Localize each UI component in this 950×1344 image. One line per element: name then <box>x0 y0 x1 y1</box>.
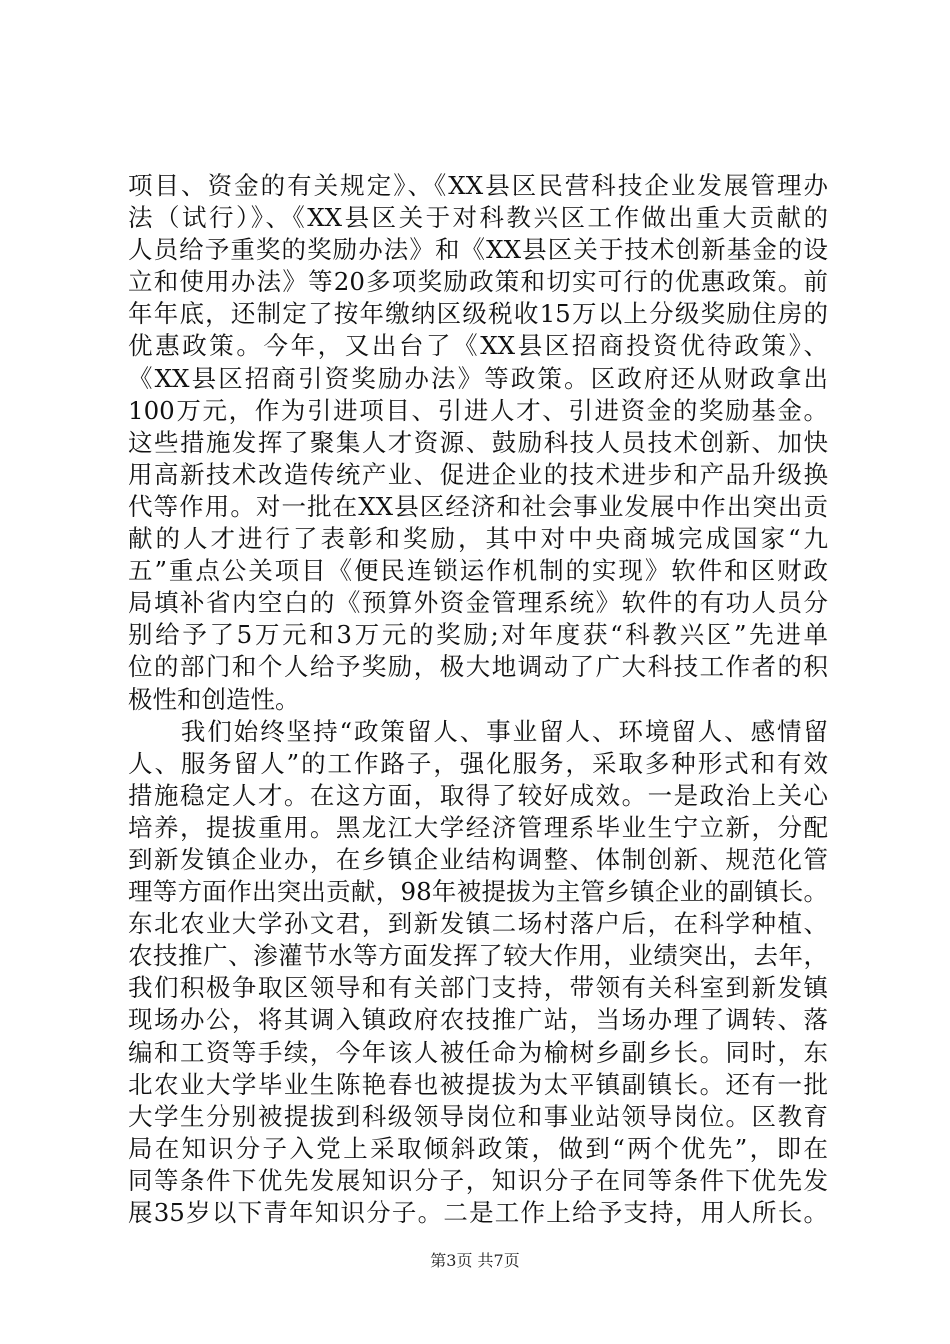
text-line: 措施稳定人才。在这方面，取得了较好成效。一是政治上关心 <box>128 780 828 810</box>
text-line: 同等条件下优先发展知识分子，知识分子在同等条件下优先发 <box>128 1165 828 1195</box>
text-line: 项目、资金的有关规定》、《XX县区民营科技企业发展管理办 <box>128 171 828 200</box>
text-line: 展35岁以下青年知识分子。二是工作上给予支持，用人所长。 <box>128 1198 828 1227</box>
page-footer <box>0 1248 950 1271</box>
text-line: 别给予了5万元和3万元的奖励;对年度获“科教兴区”先进单 <box>128 620 828 650</box>
text-line: 编和工资等手续，今年该人被任命为榆树乡副乡长。同时，东 <box>128 1037 828 1067</box>
text-line: 极性和创造性。 <box>128 684 300 714</box>
page-number-label: 第3页 共7页 <box>430 1251 520 1270</box>
text-line: 人员给予重奖的奖励办法》和《XX县区关于技术创新基金的设 <box>128 235 828 265</box>
text-line: 东北农业大学孙文君，到新发镇二场村落户后，在科学种植、 <box>128 909 828 939</box>
text-line: 《XX县区招商引资奖励办法》等政策。区政府还从财政拿出 <box>128 363 828 393</box>
text-line: 献的人才进行了表彰和奖励，其中对中央商城完成国家“九 <box>128 524 828 554</box>
text-line: 我们始终坚持“政策留人、事业留人、环境留人、感情留 <box>128 716 828 746</box>
document-body <box>128 170 828 1229</box>
text-line: 五”重点公关项目《便民连锁运作机制的实现》软件和区财政 <box>128 556 828 586</box>
text-line: 农技推广、渗灌节水等方面发挥了较大作用，业绩突出，去年， <box>128 941 828 971</box>
text-line: 大学生分别被提拔到科级领导岗位和事业站领导岗位。区教育 <box>128 1101 828 1131</box>
text-line: 用高新技术改造传统产业、促进企业的技术进步和产品升级换 <box>128 459 828 489</box>
text-line: 这些措施发挥了聚集人才资源、鼓励科技人员技术创新、加快 <box>128 427 828 457</box>
text-line: 局填补省内空白的《预算外资金管理系统》软件的有功人员分 <box>128 588 828 618</box>
text-line: 年年底，还制定了按年缴纳区级税收15万以上分级奖励住房的 <box>128 299 828 329</box>
text-line: 现场办公，将其调入镇政府农技推广站，当场办理了调转、落 <box>128 1005 828 1035</box>
text-line: 法（试行）》、《XX县区关于对科教兴区工作做出重大贡献的 <box>128 203 828 233</box>
text-line: 人、服务留人”的工作路子，强化服务，采取多种形式和有效 <box>128 748 828 778</box>
text-line: 北农业大学毕业生陈艳春也被提拔为太平镇副镇长。还有一批 <box>128 1069 828 1099</box>
text-line: 到新发镇企业办，在乡镇企业结构调整、体制创新、规范化管 <box>128 844 828 874</box>
text-line: 培养，提拔重用。黑龙江大学经济管理系毕业生宁立新，分配 <box>128 812 828 842</box>
text-line: 优惠政策。今年，又出台了《XX县区招商投资优待政策》、 <box>128 331 828 361</box>
text-line: 100万元，作为引进项目、引进人才、引进资金的奖励基金。 <box>128 395 828 425</box>
text-line: 局在知识分子入党上采取倾斜政策，做到“两个优先”，即在 <box>128 1133 828 1163</box>
text-line: 代等作用。对一批在XX县区经济和社会事业发展中作出突出贡 <box>128 491 828 521</box>
text-line: 立和使用办法》等20多项奖励政策和切实可行的优惠政策。前 <box>128 267 828 297</box>
text-line: 理等方面作出突出贡献，98年被提拔为主管乡镇企业的副镇长。 <box>128 877 828 907</box>
text-line: 位的部门和个人给予奖励，极大地调动了广大科技工作者的积 <box>128 652 828 682</box>
text-line: 我们积极争取区领导和有关部门支持，带领有关科室到新发镇 <box>128 973 828 1003</box>
